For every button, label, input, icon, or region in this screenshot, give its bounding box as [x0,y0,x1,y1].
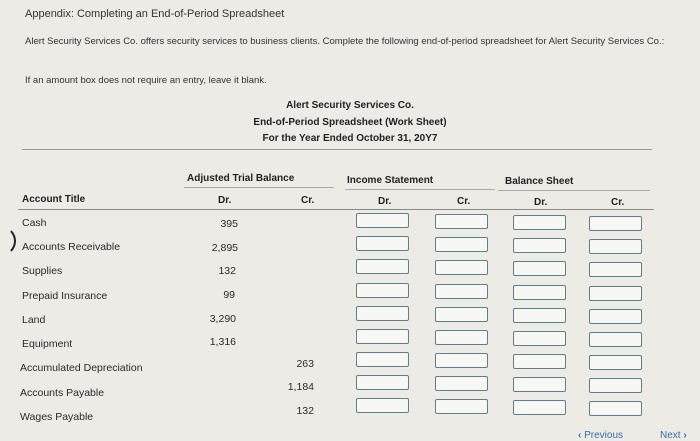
is-dr-input-accumulated-depreciation[interactable] [356,352,409,367]
is-cr-input-wages-payable[interactable] [435,399,488,414]
column-atb-dr: Dr. [218,195,232,206]
chevron-left-icon: ‹ [578,430,582,441]
account-title-accounts-receivable: Accounts Receivable [22,241,121,253]
account-title-wages-payable: Wages Payable [20,411,94,423]
atb-cr-accumulated-depreciation: 263 [296,358,314,370]
section-balance-sheet: Balance Sheet [505,176,574,187]
account-title-cash: Cash [22,217,47,229]
intro-text: Alert Security Services Co. offers security services to business clients. Complete the following end-of-period spreadsheet for Alert Security Services Co.: [25,36,665,47]
column-is-dr: Dr. [378,196,392,207]
is-dr-input-supplies[interactable] [356,259,409,274]
atb-dr-cash: 395 [220,218,238,230]
bs-cr-input-accounts-payable[interactable] [589,378,642,393]
previous-button[interactable] [578,430,623,441]
atb-dr-supplies: 132 [218,265,236,277]
bs-dr-input-wages-payable[interactable] [513,400,566,415]
is-dr-input-accounts-payable[interactable] [356,375,409,390]
is-cr-input-accounts-receivable[interactable] [435,237,488,252]
period-title: For the Year Ended October 31, 20Y7 [262,133,438,144]
company-name: Alert Security Services Co. [286,100,414,111]
instruction-text: If an amount box does not require an entry, leave it blank. [25,75,267,86]
next-label: Next [660,430,681,441]
bs-cr-input-equipment[interactable] [589,332,642,347]
is-dr-input-prepaid-insurance[interactable] [356,283,409,298]
section-rule-income [345,189,495,190]
account-title-prepaid-insurance: Prepaid Insurance [22,290,108,302]
bs-cr-input-supplies[interactable] [589,262,642,277]
bs-dr-input-accounts-payable[interactable] [513,377,566,392]
account-title-land: Land [22,314,46,326]
is-cr-input-cash[interactable] [435,214,488,229]
header-rule [22,149,652,150]
is-cr-input-equipment[interactable] [435,330,488,345]
chevron-right-icon: › [683,430,687,441]
is-cr-input-land[interactable] [435,307,488,322]
bs-dr-input-prepaid-insurance[interactable] [513,285,566,300]
is-cr-input-accounts-payable[interactable] [435,376,488,391]
atb-dr-equipment: 1,316 [209,336,236,348]
atb-cr-wages-payable: 132 [296,405,314,417]
column-bs-dr: Dr. [534,197,548,208]
next-button[interactable] [660,430,687,441]
account-title-equipment: Equipment [22,338,73,350]
atb-cr-accounts-payable: 1,184 [287,381,314,393]
account-title-accounts-payable: Accounts Payable [20,387,105,399]
bs-dr-input-supplies[interactable] [513,261,566,276]
bs-dr-input-accumulated-depreciation[interactable] [513,354,566,369]
bs-cr-input-wages-payable[interactable] [589,401,642,416]
bs-cr-input-accounts-receivable[interactable] [589,239,642,254]
previous-label: Previous [584,430,624,441]
appendix-title: Appendix: Completing an End-of-Period Spreadsheet [25,8,285,20]
bs-cr-input-accumulated-depreciation[interactable] [589,355,642,370]
is-cr-input-accumulated-depreciation[interactable] [435,353,488,368]
account-title-accumulated-depreciation: Accumulated Depreciation [20,362,143,374]
bracket-mark [0,226,16,256]
column-is-cr: Cr. [457,196,471,207]
is-dr-input-cash[interactable] [356,213,409,228]
section-rule-adjusted [184,187,334,188]
atb-dr-prepaid-insurance: 99 [223,289,235,301]
column-header-rule [18,209,654,210]
bs-cr-input-cash[interactable] [589,216,642,231]
is-cr-input-prepaid-insurance[interactable] [435,284,488,299]
account-title-supplies: Supplies [22,265,63,277]
section-rule-balance [498,190,650,191]
column-bs-cr: Cr. [611,197,625,208]
bs-cr-input-prepaid-insurance[interactable] [589,286,642,301]
column-atb-cr: Cr. [301,195,315,206]
atb-dr-accounts-receivable: 2,895 [211,242,238,254]
bs-dr-input-cash[interactable] [513,215,566,230]
is-dr-input-wages-payable[interactable] [356,398,409,413]
is-dr-input-accounts-receivable[interactable] [356,236,409,251]
sheet-title: End-of-Period Spreadsheet (Work Sheet) [253,117,447,128]
section-adjusted-trial-balance: Adjusted Trial Balance [187,173,295,184]
bs-dr-input-accounts-receivable[interactable] [513,238,566,253]
is-dr-input-equipment[interactable] [356,329,409,344]
bs-dr-input-equipment[interactable] [513,331,566,346]
column-account-title: Account Title [22,194,86,205]
bs-dr-input-land[interactable] [513,308,566,323]
section-income-statement: Income Statement [347,175,434,186]
atb-dr-land: 3,290 [209,313,236,325]
is-dr-input-land[interactable] [356,306,409,321]
bs-cr-input-land[interactable] [589,309,642,324]
is-cr-input-supplies[interactable] [435,260,488,275]
